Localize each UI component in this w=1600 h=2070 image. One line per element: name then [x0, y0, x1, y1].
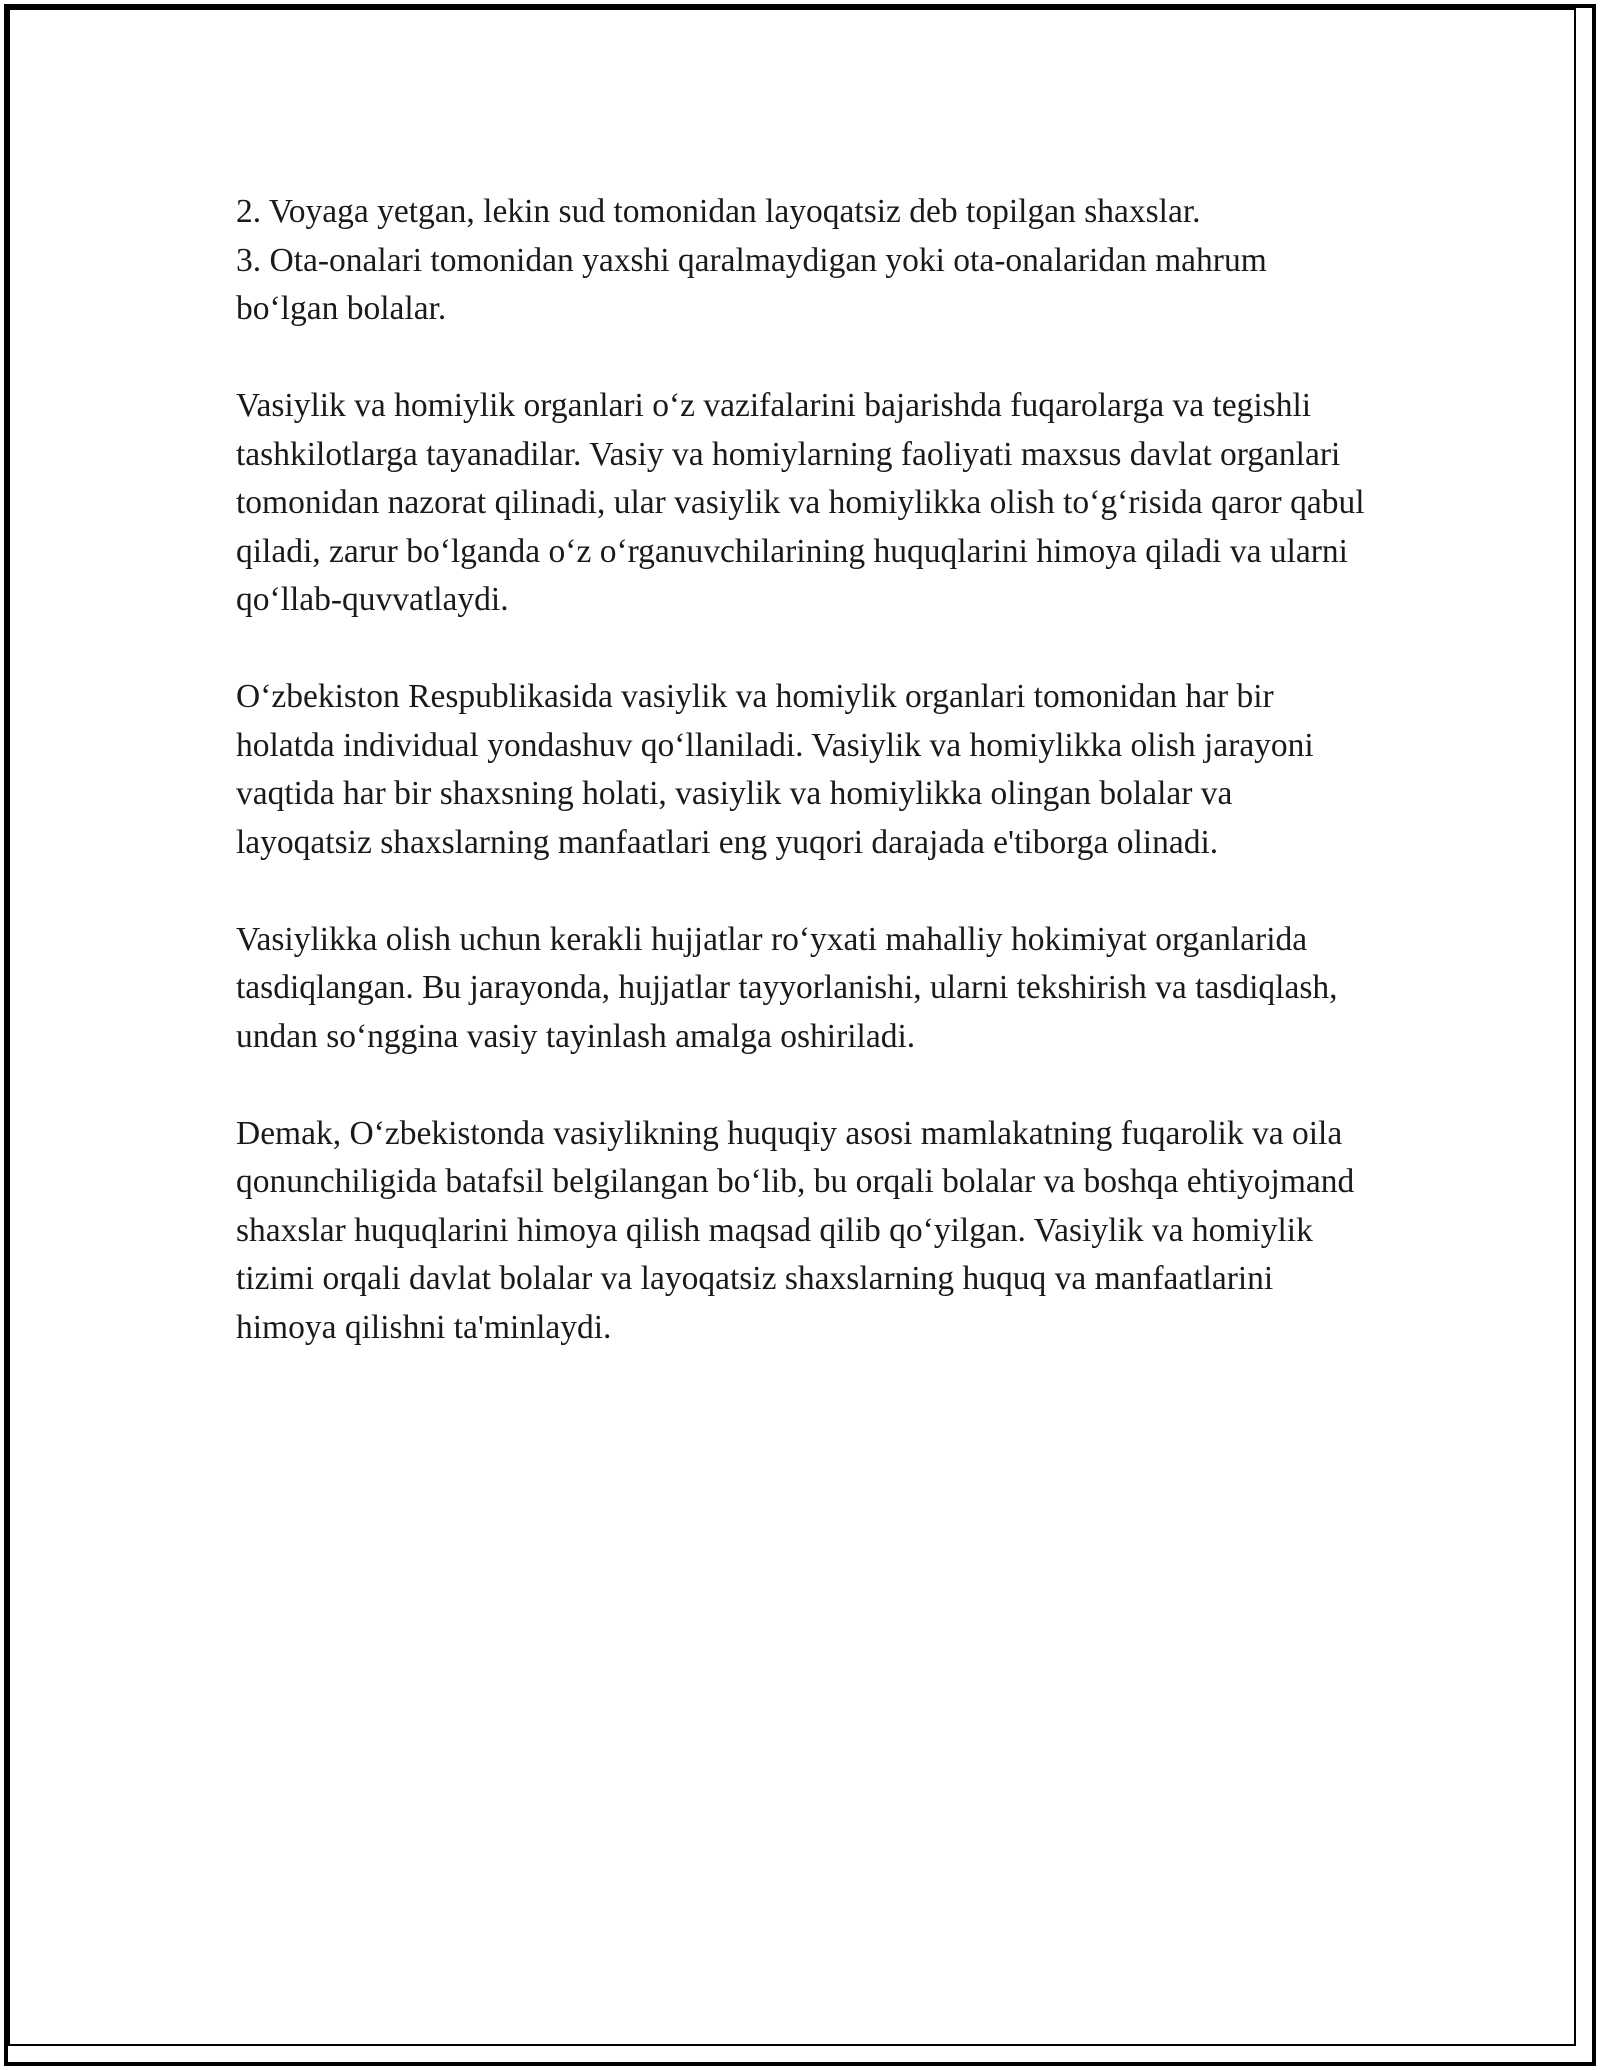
- paragraph-guardianship-organs: Vasiylik va homiylik organlari o‘z vazifalarini bajarishda fuqarolarga va tegishli tashkilotlarga tayanadilar. Vasiy va homiylarning faoliyati maxsus davlat organlari tomonidan nazorat qilinadi, ular vasiylik va homiylikka olish to‘g‘risida qaror qabul qiladi, zarur bo‘lganda o‘z o‘rganuvchilarining huquqlarini himoya qiladi va ularni qo‘llab-quvvatlaydi.: [236, 387, 1365, 618]
- paragraph-conclusion: Demak, O‘zbekistonda vasiylikning huquqiy asosi mamlakatning fuqarolik va oila qonunchiligida batafsil belgilangan bo‘lib, bu orqali bolalar va boshqa ehtiyojmand shaxslar huquqlarini himoya qilish maqsad qilib qo‘yilgan. Vasiylik va homiylik tizimi orqali davlat bolalar va layoqatsiz shaxslarning huquq va manfaatlarini himoya qilishni ta'minlaydi.: [236, 1114, 1355, 1346]
- paragraph-required-documents: Vasiylikka olish uchun kerakli hujjatlar ro‘yxati mahalliy hokimiyat organlarida tasdiqlangan. Bu jarayonda, hujjatlar tayyorlanishi, ularni tekshirish va tasdiqlash, undan so‘nggina vasiy tayinlash amalga oshiriladi.: [236, 920, 1338, 1055]
- list-item-2: 2. Voyaga yetgan, lekin sud tomonidan layoqatsiz deb topilgan shaxslar.: [236, 193, 1201, 230]
- document-body: [236, 188, 1376, 1352]
- paragraph-individual-approach: O‘zbekiston Respublikasida vasiylik va homiylik organlari tomonidan har bir holatda individual yondashuv qo‘llaniladi. Vasiylik va homiylikka olish jarayoni vaqtida har bir shaxsning holati, vasiylik va homiylikka olingan bolalar va layoqatsiz shaxslarning manfaatlari eng yuqori darajada e'tiborga olinadi.: [236, 678, 1314, 861]
- list-item-3: 3. Ota-onalari tomonidan yaxshi qaralmaydigan yoki ota-onalaridan mahrum bo‘lgan bolalar.: [236, 241, 1267, 327]
